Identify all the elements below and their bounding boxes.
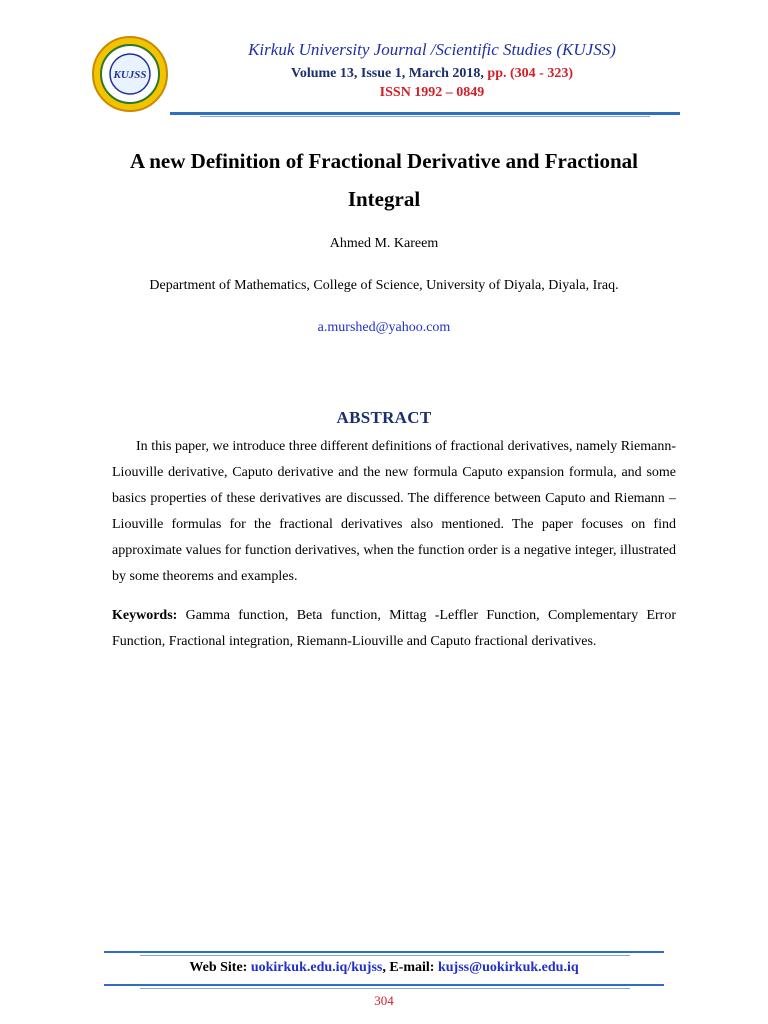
page-number: 304 [374, 993, 394, 1008]
website-label: Web Site: [189, 960, 251, 975]
header-divider-thin [200, 116, 650, 117]
keywords-text: Gamma function, Beta function, Mittag -Leffler Function, Complementary Error Function, Fractional integration, Riemann-Liouville and Caputo fractional derivatives. [112, 608, 676, 649]
website-link[interactable]: uokirkuk.edu.iq/kujss [250, 960, 383, 975]
footer-divider-bottom-thin [140, 988, 630, 989]
affiliation: Department of Mathematics, College of Science, University of Diyala, Diyala, Iraq. [149, 278, 619, 293]
paper-title-line-1: A new Definition of Fractional Derivative and Fractional [129, 149, 639, 173]
abstract-text [112, 434, 676, 590]
footer-contact [0, 960, 768, 976]
journal-title: Kirkuk University Journal /Scientific Studies (KUJSS) [248, 40, 616, 59]
author-email-link[interactable]: a.murshed@yahoo.com [317, 320, 451, 335]
page-range: pp. (304 - 323) [487, 66, 573, 81]
issn: ISSN 1992 – 0849 [379, 85, 485, 100]
logo-text: KUJSS [113, 69, 147, 81]
footer-divider-top-thin [140, 955, 630, 956]
footer-divider-bottom [104, 984, 664, 986]
abstract-body: In this paper, we introduce three different definitions of fractional derivatives, namely Riemann-Liouville derivative, Caputo derivative and the new formula Caputo expansion formula, and some basics properties of these derivatives are discussed. The difference between Caputo and Riemann – Liouville formulas for the fractional derivatives also mentioned. The paper focuses on find approximate values for function derivatives, when the function order is a negative integer, illustrated by some theorems and examples. [112, 439, 676, 584]
paper-title [90, 142, 678, 218]
header-divider [170, 112, 680, 115]
journal-header [88, 28, 688, 118]
email-label: , E-mail: [382, 960, 438, 975]
footer-divider-top [104, 951, 664, 953]
volume-info: Volume 13, Issue 1, March 2018, [291, 66, 488, 81]
footer-email-link[interactable]: kujss@uokirkuk.edu.iq [437, 960, 579, 975]
keywords [112, 603, 676, 655]
volume-line [172, 66, 692, 82]
journal-logo [90, 34, 170, 114]
keywords-label: Keywords: [112, 608, 178, 623]
abstract-heading: ABSTRACT [336, 408, 432, 427]
paper-title-line-2: Integral [347, 187, 421, 211]
author-name: Ahmed M. Kareem [329, 236, 439, 251]
